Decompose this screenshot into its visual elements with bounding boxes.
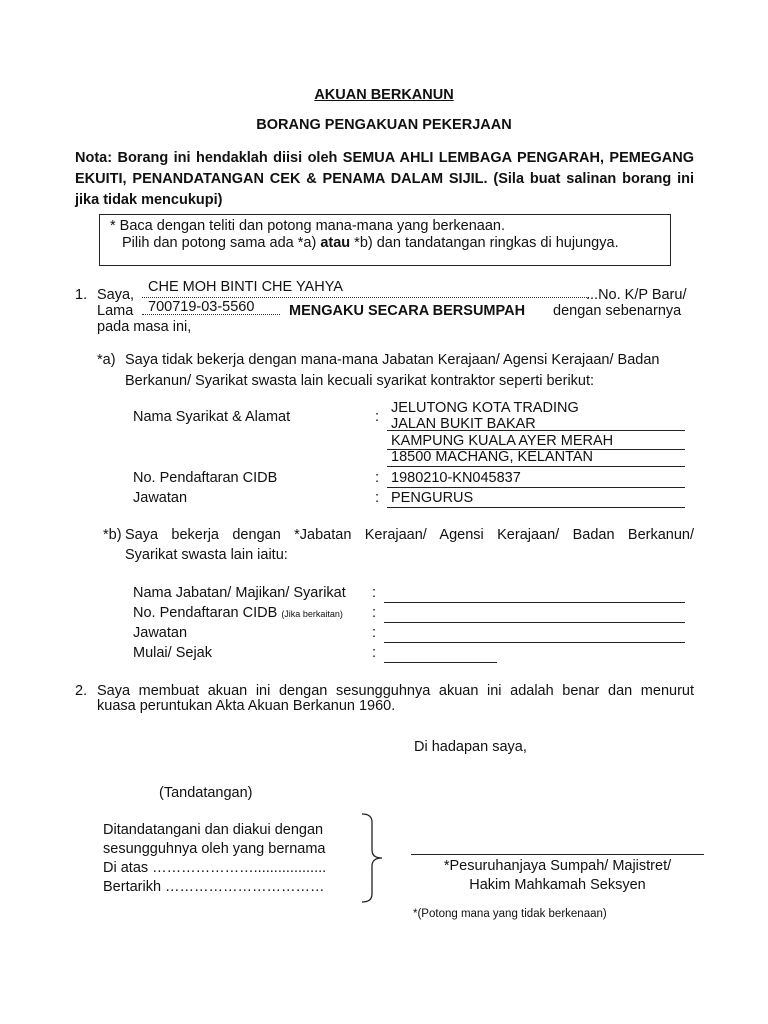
colon: : [372, 605, 377, 621]
majikan-input-line[interactable] [384, 602, 685, 603]
instruction-line-1: * Baca dengan teliti dan potong mana-mana yang berkenaan. [110, 218, 506, 234]
lama-label: Lama [97, 303, 134, 319]
section-2-text-2: kuasa peruntukan Akta Akuan Berkanun 1960. [97, 698, 396, 714]
cidb-input-line-b[interactable] [384, 622, 685, 623]
jawatan-label-b: Jawatan [133, 625, 188, 641]
option-b-marker: *b) [103, 527, 122, 543]
address-underline-1 [387, 430, 685, 431]
cidb-note: (Jika berkaitan) [281, 609, 343, 619]
nama-syarikat-label: Nama Syarikat & Alamat [133, 409, 291, 425]
address-line-1[interactable]: JELUTONG KOTA TRADING [391, 400, 579, 416]
instruction-atau: atau [320, 235, 351, 251]
colon: : [372, 625, 377, 641]
hakim-label: Hakim Mahkamah Seksyen [469, 877, 646, 893]
cidb-label-b: No. Pendaftaran CIDB (Jika berkaitan) [133, 605, 343, 621]
address-line-2[interactable]: JALAN BUKIT BAKAR [391, 416, 536, 432]
brace-icon [358, 812, 388, 904]
ic-dotted-line [142, 314, 280, 315]
jawatan-input-line-b[interactable] [384, 642, 685, 643]
jawatan-value[interactable]: PENGURUS [391, 490, 474, 506]
commissioner-signature-line[interactable] [411, 854, 704, 855]
address-underline-3 [387, 466, 685, 467]
ditandatangani-line-2: sesungguhnya oleh yang bernama [103, 841, 326, 857]
jawatan-underline-a [387, 507, 685, 508]
dengan-sebenarnya: dengan sebenarnya [553, 303, 682, 319]
section-2-text-1: Saya membuat akuan ini dengan sesungguhnya akuan ini adalah benar dan menurut [97, 683, 694, 699]
kp-label: ...No. K/P Baru/ [586, 287, 687, 303]
option-b-text-2: Syarikat swasta lain iaitu: [125, 547, 288, 563]
instruction-line-2: Pilih dan potong sama ada *a) atau *b) dan tandatangan ringkas di hujungya. [122, 235, 619, 251]
option-a-text-2: Berkanun/ Syarikat swasta lain kecuali syarikat kontraktor seperti berikut: [125, 373, 595, 389]
option-a-text-1: Saya tidak bekerja dengan mana-mana Jabatan Kerajaan/ Agensi Kerajaan/ Badan [125, 352, 660, 368]
section-2-number: 2. [75, 683, 88, 699]
option-a-marker: *a) [97, 352, 116, 368]
cidb-value[interactable]: 1980210-KN045837 [391, 470, 521, 486]
pesuruhjaya-label: *Pesuruhanjaya Sumpah/ Majistret/ [443, 858, 672, 874]
di-atas-field[interactable]: Di atas ………………….................. [103, 860, 327, 876]
colon: : [372, 645, 377, 661]
colon: : [375, 409, 380, 425]
address-line-4[interactable]: 18500 MACHANG, KELANTAN [391, 449, 593, 465]
page-title: AKUAN BERKANUN [314, 87, 454, 103]
mulai-label: Mulai/ Sejak [133, 645, 212, 661]
mulai-input-line[interactable] [384, 662, 497, 663]
declarant-name[interactable]: CHE MOH BINTI CHE YAHYA [148, 279, 343, 295]
section-1-number: 1. [75, 287, 88, 303]
option-b-text-1: Saya bekerja dengan *Jabatan Kerajaan/ Agensi Kerajaan/ Badan Berkanun/ [125, 527, 694, 543]
colon: : [375, 470, 380, 486]
jawatan-label-a: Jawatan [133, 490, 188, 506]
colon: : [375, 490, 380, 506]
ic-number[interactable]: 700719-03-5560 [148, 299, 255, 315]
page-subtitle: BORANG PENGAKUAN PEKERJAAN [256, 117, 512, 133]
mengaku-bersumpah: MENGAKU SECARA BERSUMPAH [289, 303, 526, 319]
cidb-underline-a [387, 487, 685, 488]
colon: : [372, 585, 377, 601]
tandatangan-label: (Tandatangan) [159, 785, 253, 801]
nota-paragraph: Nota: Borang ini hendaklah diisi oleh SEMUA AHLI LEMBAGA PENGARAH, PEMEGANG EKUITI, PENANDATANGAN CEK & PENAMA DALAM SIJIL. (Sila buat salinan borang ini jika tidak mencukupi) [75, 150, 694, 208]
address-line-3[interactable]: KAMPUNG KUALA AYER MERAH [391, 433, 614, 449]
instruction-box [99, 214, 671, 266]
potong-note: *(Potong mana yang tidak berkenaan) [413, 908, 607, 920]
bertarikh-field[interactable]: Bertarikh …………………………… [103, 879, 325, 895]
pada-masa-ini: pada masa ini, [97, 319, 192, 335]
ditandatangani-line-1: Ditandatangani dan diakui dengan [103, 822, 324, 838]
cidb-label-a: No. Pendaftaran CIDB [133, 470, 278, 486]
section-1-saya: Saya, [97, 287, 135, 303]
di-hadapan-saya: Di hadapan saya, [414, 739, 527, 755]
majikan-label: Nama Jabatan/ Majikan/ Syarikat [133, 585, 346, 601]
